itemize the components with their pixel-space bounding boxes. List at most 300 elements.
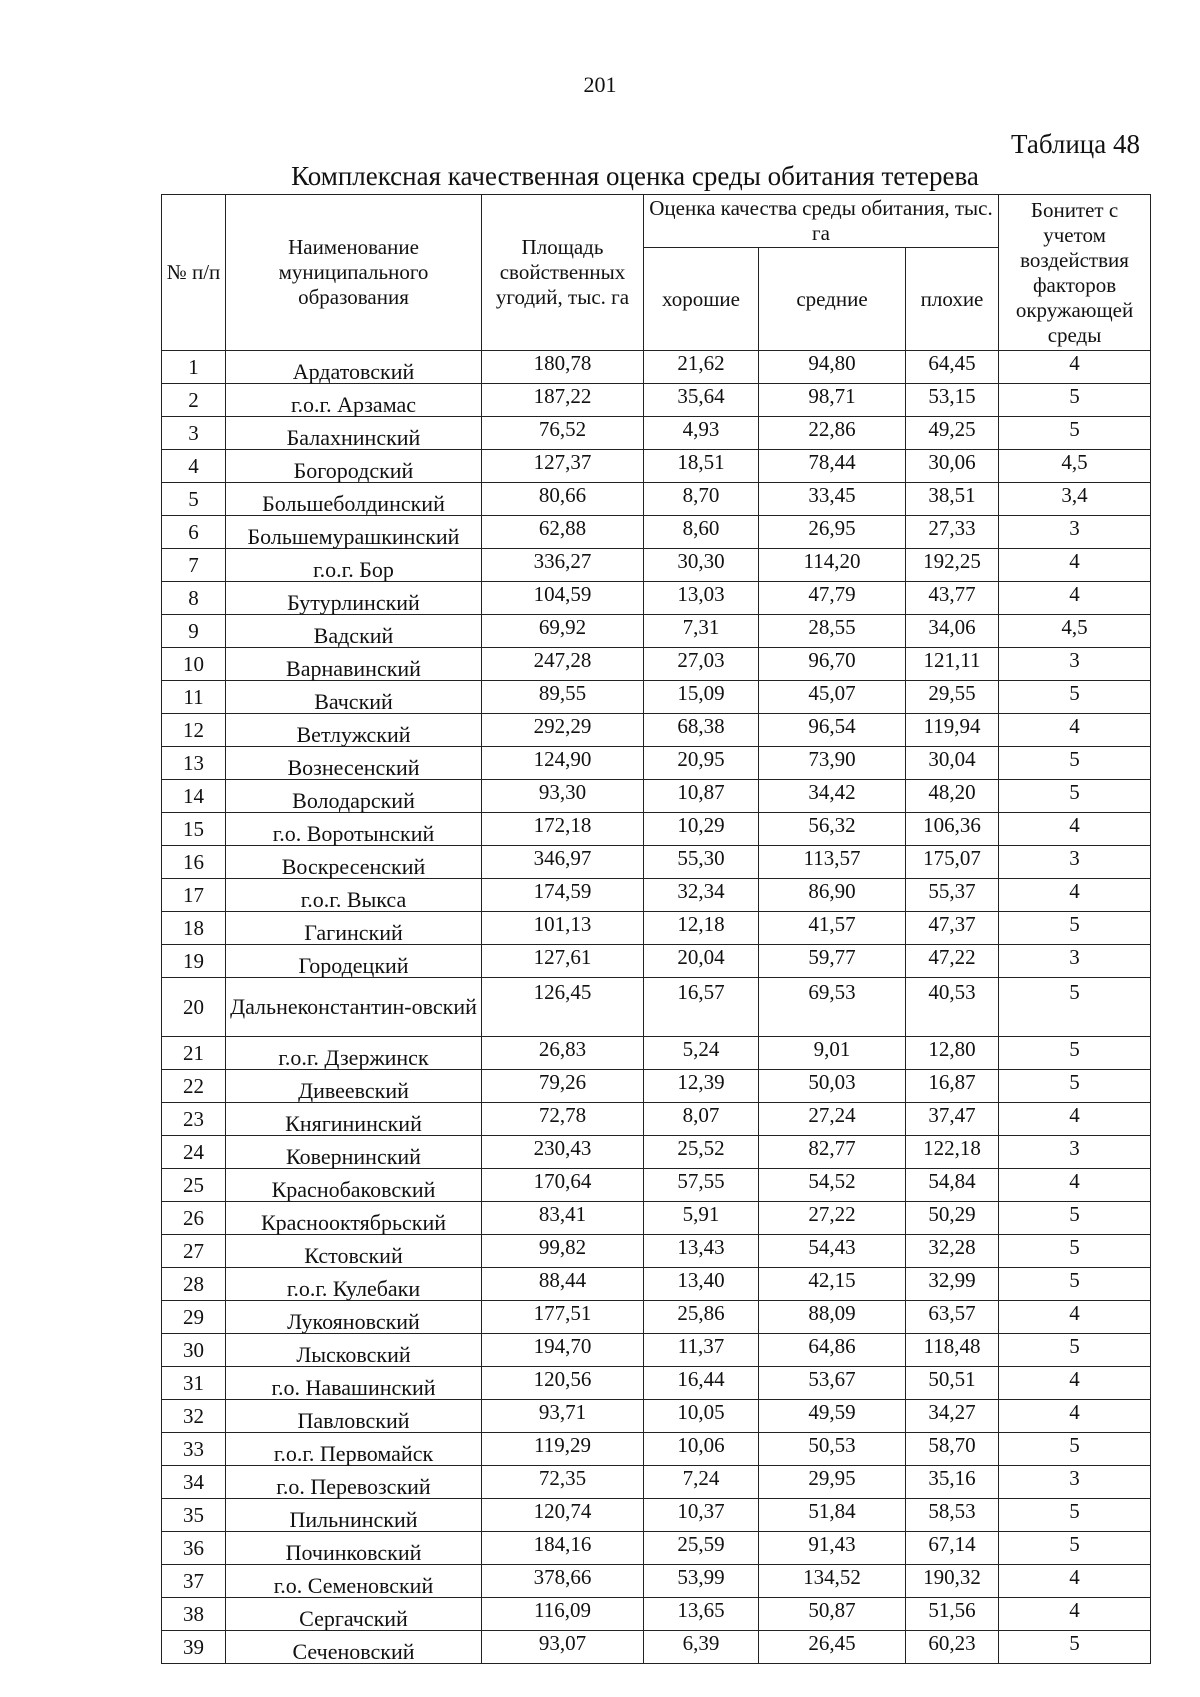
cell-bonitet: 5 (999, 384, 1151, 417)
table-row (162, 1037, 1151, 1070)
cell-bonitet: 4,5 (999, 450, 1151, 483)
cell-area: 79,26 (482, 1070, 644, 1103)
page-number: 201 (583, 72, 617, 97)
cell-bonitet: 4,5 (999, 615, 1151, 648)
cell-good: 5,24 (644, 1037, 759, 1070)
cell-num: 10 (162, 648, 226, 681)
header-medium: средние (759, 248, 906, 351)
cell-medium: 59,77 (759, 945, 906, 978)
cell-bonitet: 5 (999, 1202, 1151, 1235)
cell-medium: 114,20 (759, 549, 906, 582)
cell-municipality: г.о. Воротынский (226, 813, 482, 846)
cell-municipality: Княгининский (226, 1103, 482, 1136)
cell-bonitet: 4 (999, 879, 1151, 912)
cell-medium: 50,87 (759, 1598, 906, 1631)
cell-area: 378,66 (482, 1565, 644, 1598)
cell-num: 24 (162, 1136, 226, 1169)
cell-bonitet: 5 (999, 1433, 1151, 1466)
table-row (162, 978, 1151, 1037)
cell-poor: 48,20 (906, 780, 999, 813)
cell-num: 11 (162, 681, 226, 714)
cell-area: 194,70 (482, 1334, 644, 1367)
cell-medium: 134,52 (759, 1565, 906, 1598)
cell-municipality: Сеченовский (226, 1631, 482, 1664)
cell-municipality: Сергачский (226, 1598, 482, 1631)
cell-poor: 63,57 (906, 1301, 999, 1334)
cell-num: 3 (162, 417, 226, 450)
cell-area: 101,13 (482, 912, 644, 945)
table-row (162, 1631, 1151, 1664)
cell-poor: 55,37 (906, 879, 999, 912)
cell-medium: 54,52 (759, 1169, 906, 1202)
cell-poor: 60,23 (906, 1631, 999, 1664)
cell-medium: 41,57 (759, 912, 906, 945)
cell-num: 31 (162, 1367, 226, 1400)
cell-poor: 43,77 (906, 582, 999, 615)
table-row (162, 912, 1151, 945)
cell-num: 30 (162, 1334, 226, 1367)
cell-area: 180,78 (482, 351, 644, 384)
cell-medium: 26,45 (759, 1631, 906, 1664)
cell-poor: 190,32 (906, 1565, 999, 1598)
cell-poor: 30,06 (906, 450, 999, 483)
cell-poor: 67,14 (906, 1532, 999, 1565)
cell-bonitet: 4 (999, 1367, 1151, 1400)
table-row (162, 1532, 1151, 1565)
cell-municipality: г.о.г. Дзержинск (226, 1037, 482, 1070)
cell-good: 10,06 (644, 1433, 759, 1466)
cell-good: 25,86 (644, 1301, 759, 1334)
cell-medium: 27,22 (759, 1202, 906, 1235)
table-row (162, 780, 1151, 813)
cell-poor: 121,11 (906, 648, 999, 681)
cell-good: 30,30 (644, 549, 759, 582)
table-row (162, 450, 1151, 483)
cell-medium: 78,44 (759, 450, 906, 483)
cell-good: 10,87 (644, 780, 759, 813)
cell-poor: 12,80 (906, 1037, 999, 1070)
table-row (162, 351, 1151, 384)
table-row (162, 1334, 1151, 1367)
cell-good: 10,37 (644, 1499, 759, 1532)
cell-area: 127,37 (482, 450, 644, 483)
cell-municipality: Богородский (226, 450, 482, 483)
cell-medium: 91,43 (759, 1532, 906, 1565)
cell-area: 93,71 (482, 1400, 644, 1433)
cell-bonitet: 5 (999, 1631, 1151, 1664)
cell-municipality: Дивеевский (226, 1070, 482, 1103)
cell-medium: 26,95 (759, 516, 906, 549)
cell-medium: 88,09 (759, 1301, 906, 1334)
cell-num: 20 (162, 978, 226, 1037)
cell-municipality: г.о.г. Бор (226, 549, 482, 582)
header-poor: плохие (906, 248, 999, 351)
table-row (162, 615, 1151, 648)
table-label: Таблица 48 (1011, 129, 1140, 159)
cell-good: 32,34 (644, 879, 759, 912)
cell-bonitet: 4 (999, 1598, 1151, 1631)
cell-municipality: Володарский (226, 780, 482, 813)
cell-poor: 37,47 (906, 1103, 999, 1136)
cell-num: 33 (162, 1433, 226, 1466)
cell-num: 19 (162, 945, 226, 978)
table-row (162, 813, 1151, 846)
cell-good: 25,52 (644, 1136, 759, 1169)
cell-medium: 22,86 (759, 417, 906, 450)
cell-bonitet: 3 (999, 846, 1151, 879)
header-num: № п/п (162, 195, 226, 351)
cell-num: 25 (162, 1169, 226, 1202)
cell-good: 8,60 (644, 516, 759, 549)
table-row (162, 747, 1151, 780)
cell-poor: 34,06 (906, 615, 999, 648)
cell-good: 25,59 (644, 1532, 759, 1565)
cell-poor: 64,45 (906, 351, 999, 384)
cell-municipality: г.о. Семеновский (226, 1565, 482, 1598)
cell-good: 68,38 (644, 714, 759, 747)
cell-poor: 51,56 (906, 1598, 999, 1631)
cell-area: 89,55 (482, 681, 644, 714)
cell-num: 39 (162, 1631, 226, 1664)
cell-medium: 94,80 (759, 351, 906, 384)
cell-num: 12 (162, 714, 226, 747)
cell-municipality: Дальнеконстантин-овский (226, 978, 482, 1037)
cell-poor: 50,51 (906, 1367, 999, 1400)
cell-bonitet: 3 (999, 516, 1151, 549)
cell-bonitet: 4 (999, 1400, 1151, 1433)
cell-municipality: Ветлужский (226, 714, 482, 747)
table-row (162, 1202, 1151, 1235)
cell-good: 18,51 (644, 450, 759, 483)
cell-area: 99,82 (482, 1235, 644, 1268)
cell-good: 35,64 (644, 384, 759, 417)
table-row (162, 516, 1151, 549)
cell-area: 120,74 (482, 1499, 644, 1532)
cell-area: 80,66 (482, 483, 644, 516)
table-row (162, 582, 1151, 615)
cell-area: 120,56 (482, 1367, 644, 1400)
cell-bonitet: 5 (999, 912, 1151, 945)
cell-medium: 64,86 (759, 1334, 906, 1367)
cell-num: 28 (162, 1268, 226, 1301)
cell-municipality: г.о.г. Кулебаки (226, 1268, 482, 1301)
cell-medium: 82,77 (759, 1136, 906, 1169)
cell-area: 62,88 (482, 516, 644, 549)
cell-bonitet: 5 (999, 681, 1151, 714)
cell-poor: 58,53 (906, 1499, 999, 1532)
cell-good: 20,04 (644, 945, 759, 978)
cell-num: 5 (162, 483, 226, 516)
cell-bonitet: 4 (999, 1103, 1151, 1136)
cell-area: 172,18 (482, 813, 644, 846)
cell-num: 27 (162, 1235, 226, 1268)
cell-area: 116,09 (482, 1598, 644, 1631)
cell-num: 37 (162, 1565, 226, 1598)
cell-municipality: Варнавинский (226, 648, 482, 681)
cell-medium: 56,32 (759, 813, 906, 846)
table-row (162, 1565, 1151, 1598)
cell-num: 16 (162, 846, 226, 879)
cell-area: 69,92 (482, 615, 644, 648)
table-row (162, 1367, 1151, 1400)
cell-poor: 106,36 (906, 813, 999, 846)
cell-num: 18 (162, 912, 226, 945)
cell-good: 12,39 (644, 1070, 759, 1103)
table-row (162, 549, 1151, 582)
header-quality-group: Оценка качества среды обитания, тыс. га (644, 195, 999, 248)
cell-medium: 96,70 (759, 648, 906, 681)
table-row (162, 417, 1151, 450)
cell-medium: 9,01 (759, 1037, 906, 1070)
cell-num: 26 (162, 1202, 226, 1235)
cell-bonitet: 5 (999, 1235, 1151, 1268)
table-row (162, 1169, 1151, 1202)
cell-poor: 32,99 (906, 1268, 999, 1301)
cell-municipality: Городецкий (226, 945, 482, 978)
cell-good: 6,39 (644, 1631, 759, 1664)
cell-area: 124,90 (482, 747, 644, 780)
cell-num: 15 (162, 813, 226, 846)
table-row (162, 1136, 1151, 1169)
table-row (162, 1301, 1151, 1334)
cell-bonitet: 4 (999, 1301, 1151, 1334)
cell-num: 38 (162, 1598, 226, 1631)
cell-num: 13 (162, 747, 226, 780)
cell-municipality: г.о.г. Арзамас (226, 384, 482, 417)
cell-medium: 27,24 (759, 1103, 906, 1136)
cell-area: 346,97 (482, 846, 644, 879)
cell-municipality: Воскресенский (226, 846, 482, 879)
cell-medium: 86,90 (759, 879, 906, 912)
cell-poor: 32,28 (906, 1235, 999, 1268)
cell-medium: 98,71 (759, 384, 906, 417)
cell-medium: 113,57 (759, 846, 906, 879)
cell-num: 23 (162, 1103, 226, 1136)
cell-area: 72,78 (482, 1103, 644, 1136)
cell-poor: 118,48 (906, 1334, 999, 1367)
cell-bonitet: 5 (999, 780, 1151, 813)
cell-medium: 51,84 (759, 1499, 906, 1532)
cell-area: 104,59 (482, 582, 644, 615)
table-row (162, 1466, 1151, 1499)
cell-municipality: Ковернинский (226, 1136, 482, 1169)
cell-num: 35 (162, 1499, 226, 1532)
header-name: Наименование муниципального образования (226, 195, 482, 351)
cell-good: 10,29 (644, 813, 759, 846)
table-row (162, 1400, 1151, 1433)
cell-poor: 35,16 (906, 1466, 999, 1499)
table-row (162, 714, 1151, 747)
cell-good: 27,03 (644, 648, 759, 681)
cell-bonitet: 5 (999, 1268, 1151, 1301)
cell-num: 6 (162, 516, 226, 549)
cell-municipality: Балахнинский (226, 417, 482, 450)
cell-medium: 33,45 (759, 483, 906, 516)
cell-area: 184,16 (482, 1532, 644, 1565)
cell-municipality: Большеболдинский (226, 483, 482, 516)
cell-bonitet: 3 (999, 945, 1151, 978)
cell-num: 1 (162, 351, 226, 384)
cell-municipality: Краснобаковский (226, 1169, 482, 1202)
cell-num: 21 (162, 1037, 226, 1070)
cell-bonitet: 5 (999, 1070, 1151, 1103)
cell-poor: 27,33 (906, 516, 999, 549)
cell-poor: 58,70 (906, 1433, 999, 1466)
cell-municipality: г.о.г. Первомайск (226, 1433, 482, 1466)
cell-medium: 47,79 (759, 582, 906, 615)
cell-poor: 34,27 (906, 1400, 999, 1433)
cell-municipality: Вачский (226, 681, 482, 714)
header-good: хорошие (644, 248, 759, 351)
table-row (162, 945, 1151, 978)
cell-poor: 38,51 (906, 483, 999, 516)
cell-poor: 47,22 (906, 945, 999, 978)
cell-num: 29 (162, 1301, 226, 1334)
cell-num: 7 (162, 549, 226, 582)
cell-poor: 16,87 (906, 1070, 999, 1103)
cell-medium: 49,59 (759, 1400, 906, 1433)
cell-bonitet: 4 (999, 351, 1151, 384)
cell-good: 13,40 (644, 1268, 759, 1301)
cell-area: 93,07 (482, 1631, 644, 1664)
cell-municipality: Бутурлинский (226, 582, 482, 615)
cell-poor: 192,25 (906, 549, 999, 582)
table-row (162, 879, 1151, 912)
cell-num: 22 (162, 1070, 226, 1103)
cell-bonitet: 5 (999, 417, 1151, 450)
cell-area: 170,64 (482, 1169, 644, 1202)
cell-municipality: Лысковский (226, 1334, 482, 1367)
cell-area: 177,51 (482, 1301, 644, 1334)
cell-municipality: Лукояновский (226, 1301, 482, 1334)
cell-area: 187,22 (482, 384, 644, 417)
cell-area: 88,44 (482, 1268, 644, 1301)
cell-num: 36 (162, 1532, 226, 1565)
cell-bonitet: 5 (999, 1037, 1151, 1070)
table-row (162, 1235, 1151, 1268)
cell-good: 55,30 (644, 846, 759, 879)
cell-poor: 175,07 (906, 846, 999, 879)
cell-good: 7,24 (644, 1466, 759, 1499)
cell-poor: 29,55 (906, 681, 999, 714)
table-header (162, 195, 1151, 351)
cell-area: 336,27 (482, 549, 644, 582)
cell-bonitet: 4 (999, 582, 1151, 615)
cell-area: 292,29 (482, 714, 644, 747)
cell-bonitet: 5 (999, 747, 1151, 780)
cell-bonitet: 5 (999, 978, 1151, 1037)
cell-good: 21,62 (644, 351, 759, 384)
cell-good: 10,05 (644, 1400, 759, 1433)
cell-num: 2 (162, 384, 226, 417)
table-row (162, 1433, 1151, 1466)
cell-area: 247,28 (482, 648, 644, 681)
cell-area: 76,52 (482, 417, 644, 450)
cell-area: 93,30 (482, 780, 644, 813)
cell-good: 11,37 (644, 1334, 759, 1367)
table-row (162, 1598, 1151, 1631)
cell-municipality: г.о.г. Выкса (226, 879, 482, 912)
cell-medium: 29,95 (759, 1466, 906, 1499)
table-row (162, 1499, 1151, 1532)
cell-bonitet: 4 (999, 714, 1151, 747)
cell-medium: 42,15 (759, 1268, 906, 1301)
table-row (162, 681, 1151, 714)
cell-good: 20,95 (644, 747, 759, 780)
cell-poor: 119,94 (906, 714, 999, 747)
cell-medium: 28,55 (759, 615, 906, 648)
cell-medium: 45,07 (759, 681, 906, 714)
cell-good: 57,55 (644, 1169, 759, 1202)
cell-municipality: Кстовский (226, 1235, 482, 1268)
cell-good: 13,65 (644, 1598, 759, 1631)
table-row (162, 1070, 1151, 1103)
cell-bonitet: 4 (999, 549, 1151, 582)
cell-bonitet: 4 (999, 813, 1151, 846)
cell-municipality: Большемурашкинский (226, 516, 482, 549)
cell-num: 14 (162, 780, 226, 813)
cell-good: 8,07 (644, 1103, 759, 1136)
header-area: Площадь свойственных угодий, тыс. га (482, 195, 644, 351)
cell-municipality: Ардатовский (226, 351, 482, 384)
cell-municipality: Павловский (226, 1400, 482, 1433)
cell-medium: 96,54 (759, 714, 906, 747)
cell-num: 9 (162, 615, 226, 648)
table-row (162, 1103, 1151, 1136)
cell-municipality: Гагинский (226, 912, 482, 945)
cell-medium: 53,67 (759, 1367, 906, 1400)
cell-municipality: Вознесенский (226, 747, 482, 780)
cell-num: 32 (162, 1400, 226, 1433)
cell-area: 119,29 (482, 1433, 644, 1466)
cell-poor: 30,04 (906, 747, 999, 780)
cell-good: 5,91 (644, 1202, 759, 1235)
cell-poor: 53,15 (906, 384, 999, 417)
cell-bonitet: 3,4 (999, 483, 1151, 516)
cell-medium: 50,53 (759, 1433, 906, 1466)
cell-num: 17 (162, 879, 226, 912)
table-row (162, 384, 1151, 417)
cell-good: 8,70 (644, 483, 759, 516)
cell-medium: 50,03 (759, 1070, 906, 1103)
cell-area: 174,59 (482, 879, 644, 912)
table-row (162, 1268, 1151, 1301)
cell-poor: 47,37 (906, 912, 999, 945)
cell-bonitet: 5 (999, 1499, 1151, 1532)
cell-medium: 34,42 (759, 780, 906, 813)
cell-bonitet: 3 (999, 648, 1151, 681)
cell-municipality: г.о. Перевозский (226, 1466, 482, 1499)
cell-area: 72,35 (482, 1466, 644, 1499)
cell-good: 16,57 (644, 978, 759, 1037)
cell-num: 4 (162, 450, 226, 483)
cell-bonitet: 5 (999, 1334, 1151, 1367)
cell-area: 83,41 (482, 1202, 644, 1235)
cell-poor: 40,53 (906, 978, 999, 1037)
cell-poor: 49,25 (906, 417, 999, 450)
habitat-assessment-table (161, 194, 1151, 1664)
cell-medium: 73,90 (759, 747, 906, 780)
cell-area: 230,43 (482, 1136, 644, 1169)
cell-municipality: Вадский (226, 615, 482, 648)
cell-poor: 50,29 (906, 1202, 999, 1235)
cell-poor: 54,84 (906, 1169, 999, 1202)
cell-good: 13,43 (644, 1235, 759, 1268)
table-row (162, 648, 1151, 681)
cell-good: 7,31 (644, 615, 759, 648)
cell-good: 15,09 (644, 681, 759, 714)
cell-municipality: Починковский (226, 1532, 482, 1565)
